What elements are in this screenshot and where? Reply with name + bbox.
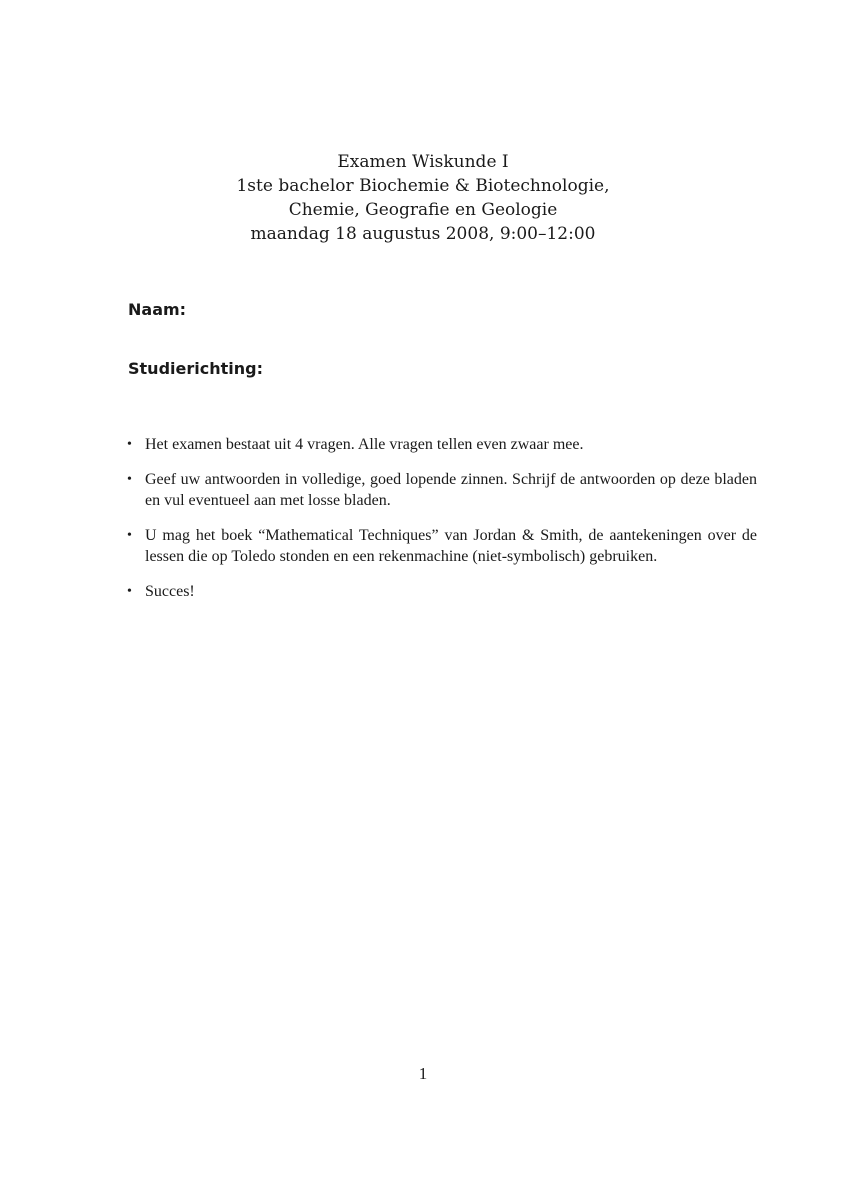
bullet-icon: • — [127, 584, 132, 599]
study-program-field-label: Studierichting: — [128, 359, 263, 378]
bullet-icon: • — [127, 437, 132, 452]
exam-date: maandag 18 augustus 2008, 9:00–12:00 — [250, 224, 596, 244]
instruction-text: Geef uw antwoorden in volledige, goed lopende zinnen. Schrijf de antwoorden op deze bladen en vul eventueel aan met losse bladen. — [145, 471, 757, 509]
list-item — [125, 434, 757, 455]
instruction-text: Succes! — [145, 583, 195, 600]
name-field-label: Naam: — [128, 300, 187, 319]
bullet-icon: • — [127, 528, 132, 543]
exam-program-line: 1ste bachelor Biochemie & Biotechnologie, — [236, 176, 610, 196]
page-number: 1 — [418, 1064, 428, 1083]
exam-header — [0, 150, 846, 246]
list-item — [125, 525, 757, 567]
bullet-icon: • — [127, 472, 132, 487]
list-item — [125, 469, 757, 511]
exam-title: Examen Wiskunde I — [337, 152, 509, 172]
exam-program-line-2: Chemie, Geografie en Geologie — [288, 200, 558, 220]
list-item — [125, 581, 757, 602]
instruction-text: U mag het boek “Mathematical Techniques” van Jordan & Smith, de aantekeningen over de lessen die op Toledo stonden en een rekenmachine (niet-symbolisch) gebruiken. — [145, 527, 757, 565]
instruction-text: Het examen bestaat uit 4 vragen. Alle vragen tellen even zwaar mee. — [145, 436, 584, 453]
instructions-list — [125, 434, 757, 616]
